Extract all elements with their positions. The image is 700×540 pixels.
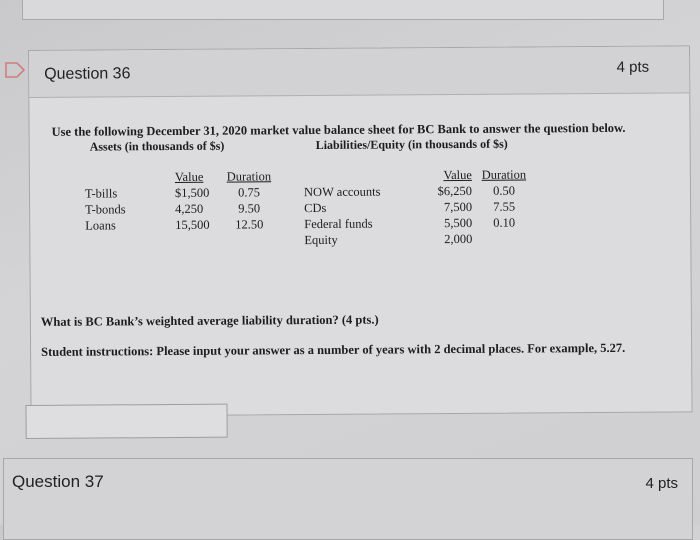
question-points: 4 pts bbox=[645, 475, 678, 492]
asset-duration: 0.75 bbox=[224, 184, 274, 200]
assets-value-header: Value bbox=[175, 169, 209, 185]
liability-value: 5,500 bbox=[430, 215, 472, 231]
asset-name: T-bonds bbox=[85, 201, 126, 217]
asset-name: Loans bbox=[85, 217, 126, 233]
question-body bbox=[29, 93, 691, 416]
liabilities-header: Liabilities/Equity (in thousands of $s) bbox=[316, 137, 508, 153]
liabilities-duration-header: Duration bbox=[478, 166, 530, 182]
student-instructions: Student instructions: Please input your answer as a number of years with 2 decimal places. For example, 5.27. bbox=[41, 341, 625, 360]
question-title: Question 36 bbox=[44, 65, 130, 84]
question-points: 4 pts bbox=[617, 59, 650, 76]
question-37-card bbox=[3, 458, 693, 540]
question-text: What is BC Bank’s weighted average liability duration? (4 pts.) bbox=[41, 313, 379, 330]
liability-duration: 0.50 bbox=[478, 182, 530, 198]
question-title: Question 37 bbox=[12, 472, 104, 492]
question-header bbox=[29, 46, 689, 98]
liability-name: NOW accounts bbox=[304, 184, 381, 201]
asset-value: $1,500 bbox=[175, 185, 209, 201]
liability-value: $6,250 bbox=[430, 183, 472, 199]
assets-duration-header: Duration bbox=[224, 168, 274, 184]
asset-value: 15,500 bbox=[175, 217, 209, 233]
assets-names bbox=[85, 185, 126, 233]
assets-header: Assets (in thousands of $s) bbox=[90, 139, 225, 155]
liabilities-values bbox=[430, 167, 473, 247]
liability-value: 7,500 bbox=[430, 199, 472, 215]
liability-duration: 7.55 bbox=[478, 198, 530, 214]
answer-input[interactable] bbox=[25, 404, 227, 439]
liabilities-names bbox=[304, 184, 381, 249]
asset-duration: 12.50 bbox=[224, 216, 274, 232]
liability-value: 2,000 bbox=[430, 231, 472, 247]
question-intro: Use the following December 31, 2020 market value balance sheet for BC Bank to answer the question below. bbox=[52, 121, 626, 140]
assets-values bbox=[175, 169, 210, 233]
asset-value: 4,250 bbox=[175, 201, 209, 217]
flag-icon[interactable] bbox=[4, 62, 26, 78]
liabilities-value-header: Value bbox=[430, 167, 472, 183]
asset-duration: 9.50 bbox=[224, 200, 274, 216]
liability-name: Equity bbox=[304, 232, 381, 249]
liability-name: Federal funds bbox=[304, 216, 381, 233]
question-36-card bbox=[28, 45, 693, 417]
liabilities-durations bbox=[478, 166, 530, 230]
asset-name: T-bills bbox=[85, 185, 126, 201]
previous-question-card bbox=[22, 0, 664, 20]
liability-name: CDs bbox=[304, 200, 381, 217]
assets-durations bbox=[224, 168, 274, 232]
liability-duration: 0.10 bbox=[478, 214, 530, 230]
